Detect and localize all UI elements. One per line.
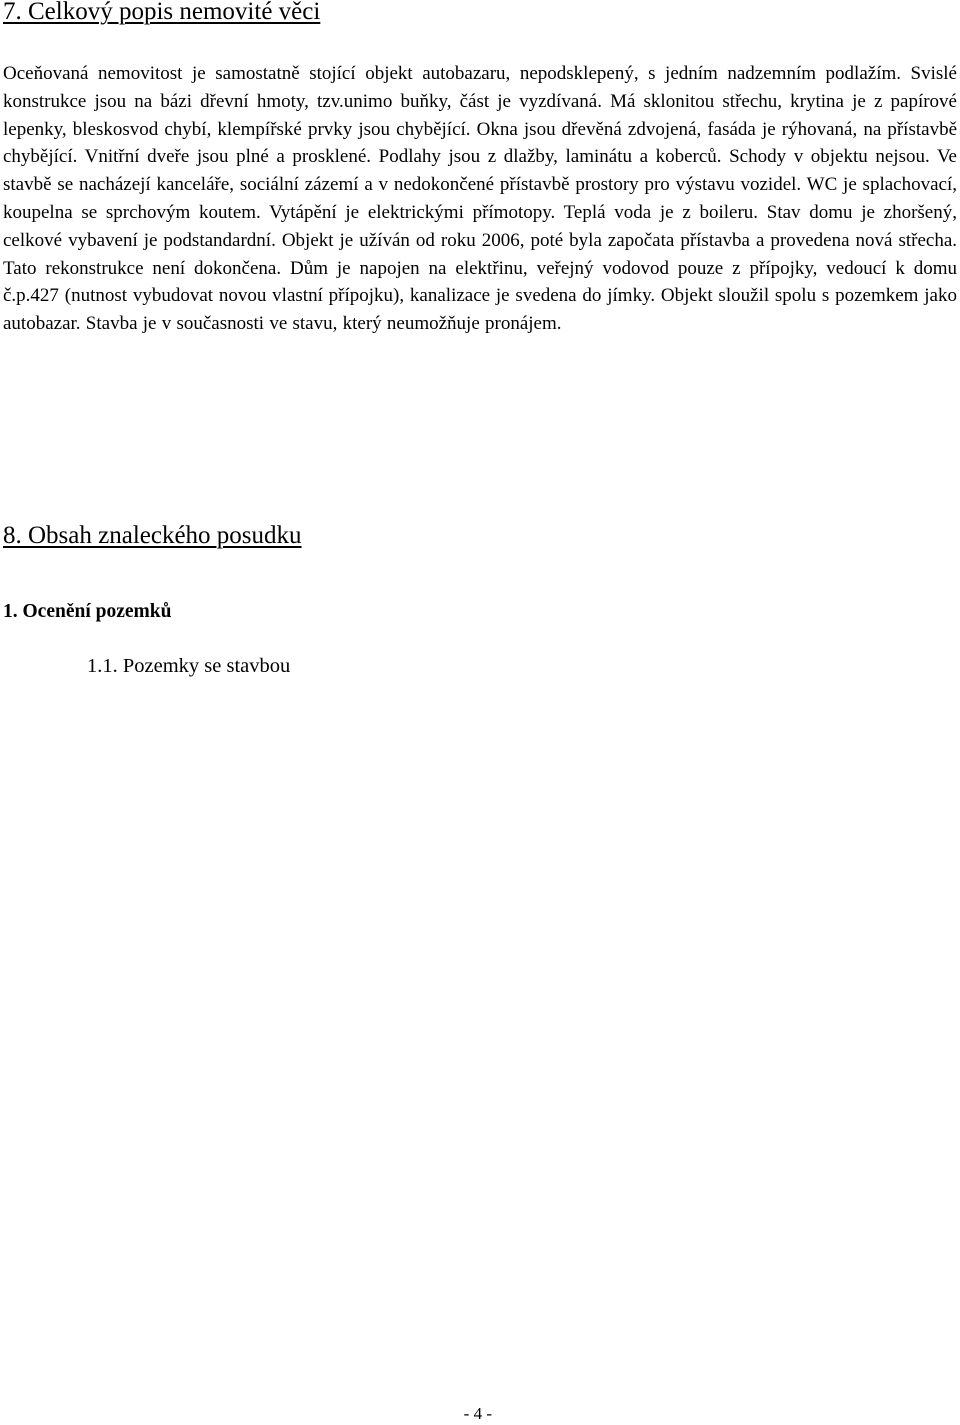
section-7-heading: 7. Celkový popis nemovité věci — [3, 0, 321, 25]
section-8-heading: 8. Obsah znaleckého posudku — [3, 522, 302, 549]
property-description-paragraph: Oceňovaná nemovitost je samostatně stojící objekt autobazaru, nepodsklepený, s jedním nadzemním podlažím. Svislé konstrukce jsou na bázi dřevní hmoty, tzv.unimo buňky, část je vyzdívaná. Má sklonitou střechu, krytina je z papírové lepenky, bleskosvod chybí, klempířské prvky jsou chybějící. Okna jsou dřevěná zdvojená, fasáda je rýhovaná, na přístavbě chybějící. Vnitřní dveře jsou plné a prosklené. Podlahy jsou z dlažby, laminátu a koberců. Schody v objektu nejsou. Ve stavbě se nacházejí kanceláře, sociální zázemí a v nedokončené přístavbě prostory pro výstavu vozidel. WC je splachovací, koupelna se sprchovým koutem. Vytápění je elektrickými přímotopy. Teplá voda je z boileru. Stav domu je zhoršený, celkové vybavení je podstandardní. Objekt je užíván od roku 2006, poté byla započata přístavba a provedena nová střecha. Tato rekonstrukce není dokončena. Dům je napojen na elektřinu, veřejný vodovod pouze z přípojky, vedoucí k domu č.p.427 (nutnost vybudovat novou vlastní přípojku), kanalizace je svedena do jímky. Objekt sloužil spolu s pozemkem jako autobazar. Stavba je v současnosti ve stavu, který neumožňuje pronájem. — [3, 63, 957, 335]
land-valuation-heading: 1. Ocenění pozemků — [3, 601, 172, 622]
page-number: - 4 - — [463, 1404, 492, 1423]
land-with-building-heading: 1.1. Pozemky se stavbou — [87, 655, 291, 677]
